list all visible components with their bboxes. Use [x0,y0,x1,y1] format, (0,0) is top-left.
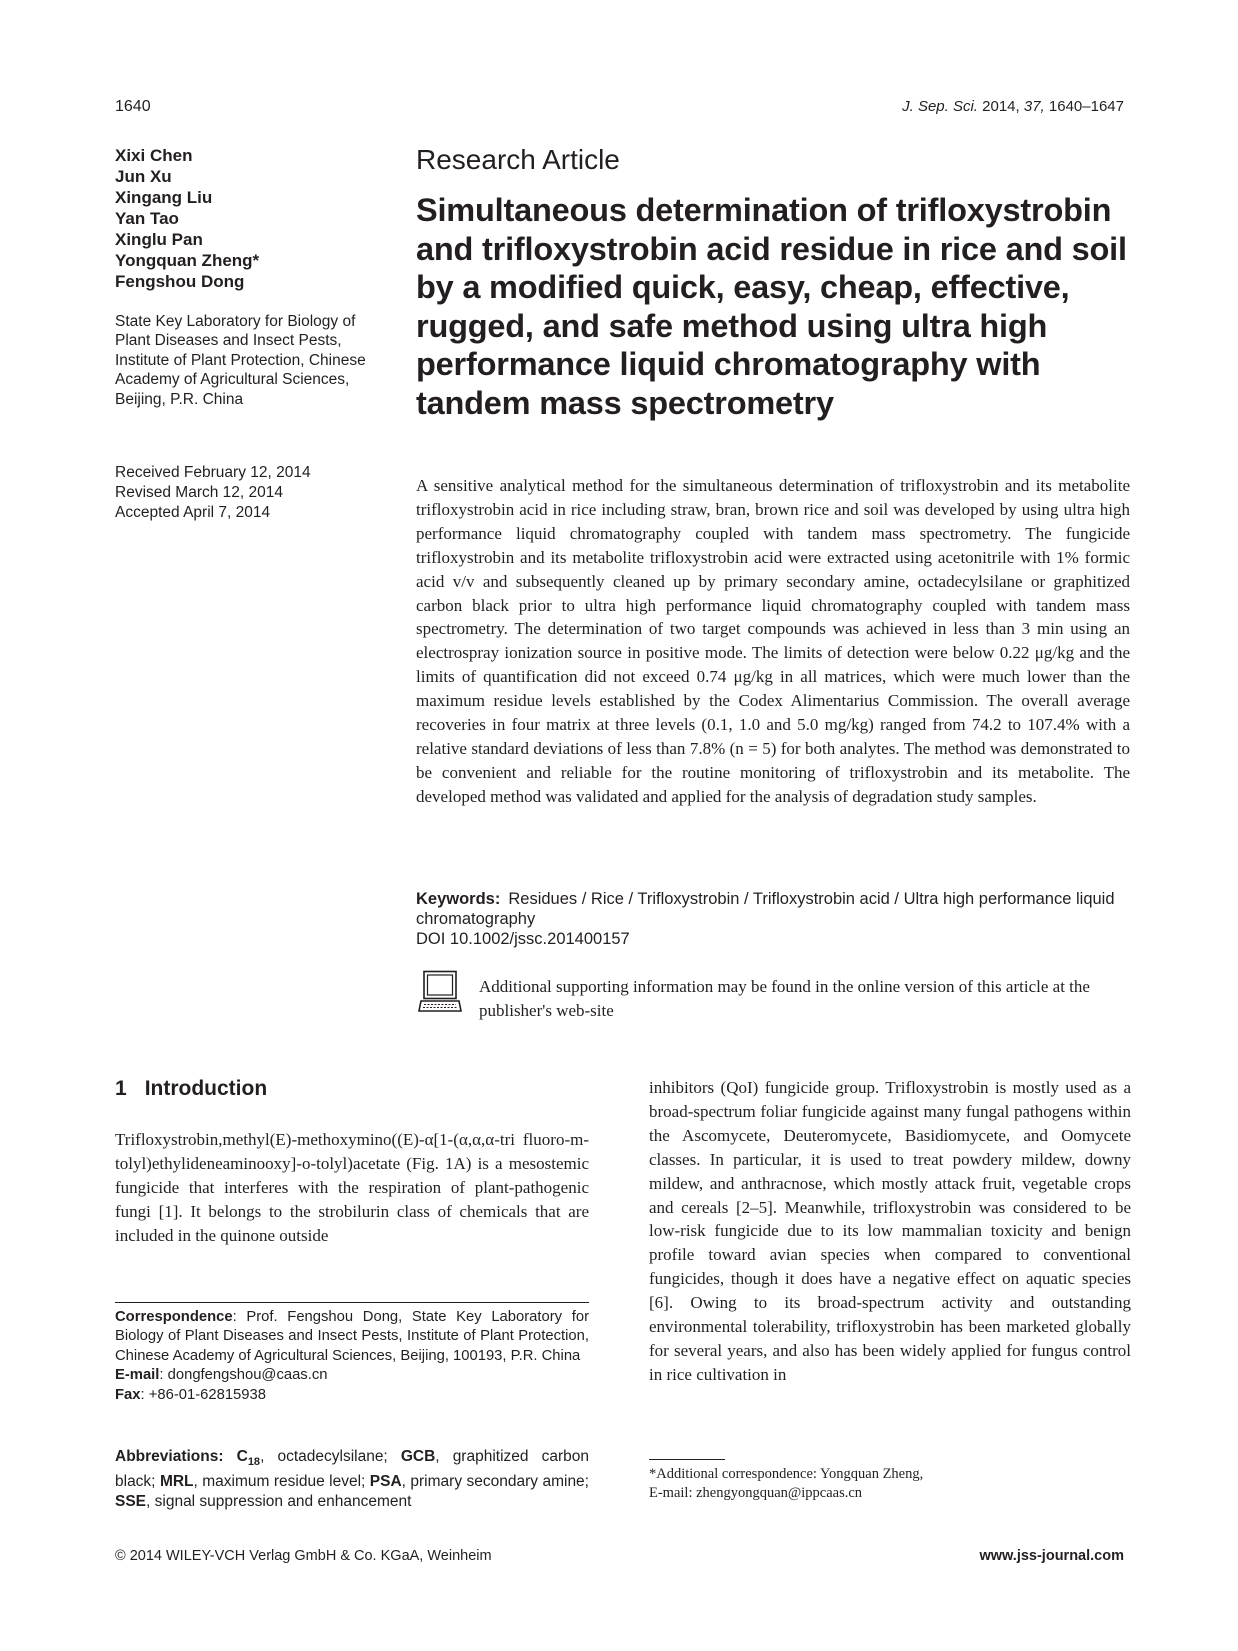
correspondence-label: Correspondence [115,1309,233,1325]
author: Yongquan Zheng* [115,251,260,270]
article-title: Simultaneous determination of trifloxystrobin and trifloxystrobin acid residue in rice and soil by a modified quick, easy, cheap, effective, rugged, and safe method using ultra high performance liquid chromatography with tandem mass spectrometry [416,192,1127,421]
author: Xixi Chen [115,146,193,165]
correspondence-note [115,1308,589,1405]
received-date: Received February 12, 2014 [115,464,311,481]
article-type: Research Article [416,144,620,175]
divider [115,1302,589,1303]
intro-paragraph-col1: Trifloxystrobin,methyl(E)-methoxymino((E)-α[1-(α,α,α-tri fluoro-m-tolyl)ethylideneaminooxy]-o-tolyl)acetate (Fig. 1A) is a mesostemic fungicide that interferes with the respiration of plant-pathogenic fungi [1]. It belongs to the strobilurin class of chemicals that are included in the quinone outside [115,1130,589,1245]
correspondence-text: : Prof. Fengshou Dong, State Key Laboratory for Biology of Plant Diseases and Insect Pests, Institute of Plant Protection, Chinese Academy of Agricultural Sciences, Beijing, 100193, P.R. China [115,1309,589,1364]
journal-pages: 1640–1647 [1048,98,1124,115]
section-number: 1 [115,1077,127,1100]
abbr-psa: PSA [369,1473,402,1491]
copyright: © 2014 WILEY-VCH Verlag GmbH & Co. KGaA, Weinheim [115,1548,492,1564]
keywords [416,889,1130,929]
journal-reference [902,98,1124,115]
journal-year: 2014, [982,98,1020,115]
author: Xingang Liu [115,188,213,207]
abbr-sse-def: , signal suppression and enhancement [146,1493,412,1511]
article-dates [115,463,385,523]
abstract: A sensitive analytical method for the simultaneous determination of trifloxystrobin and its metabolite trifloxystrobin acid in rice including straw, bran, brown rice and soil was developed by using ultra high performance liquid chromatography coupled with tandem mass spectrometry. The fungicide trifloxystrobin and its metabolite trifloxystrobin acid were extracted using acetonitrile with 1% formic acid v/v and subsequently cleaned up by primary secondary amine, octadecylsilane or graphitized carbon black prior to ultra high performance liquid chromatography coupled with tandem mass spectrometry. The determination of two target compounds was achieved in less than 3 min using an electrospray ionization source in positive mode. The limits of detection were below 0.22 μg/kg and the limits of quantification did not exceed 0.74 μg/kg in all matrices, which were much lower than the maximum residue levels established by the Codex Alimentarius Commission. The overall average recoveries in four matrix at three levels (0.1, 1.0 and 5.0 mg/kg) ranged from 74.2 to 107.4% with a relative standard deviations of less than 7.8% (n = 5) for both analytes. The method was demonstrated to be convenient and reliable for the routine monitoring of trifloxystrobin and its metabolite. The developed method was validated and applied for the analysis of degradation study samples. [416,476,1130,806]
supporting-info-note: Additional supporting information may be found in the online version of this article at the publisher's web-site [479,977,1090,1020]
abbr-sse: SSE [115,1493,147,1511]
abbreviations-label: Abbreviations: [115,1448,224,1465]
fax-number: : +86-01-62815938 [140,1386,266,1403]
abbr-c18-def: , octadecylsilane; [260,1448,401,1465]
page-number: 1640 [115,98,151,115]
abbr-c18-subscript: 18 [247,1456,261,1469]
fax-label: Fax [115,1386,141,1403]
footnote [649,1465,1131,1503]
author-list [115,145,375,292]
revised-date: Revised March 12, 2014 [115,484,284,501]
abbr-mrl: MRL [159,1473,194,1491]
email-address: : dongfengshou@caas.cn [159,1367,328,1384]
footnote-line: E-mail: zhengyongquan@ippcaas.cn [649,1485,863,1501]
abbr-mrl-def: , maximum residue level; [193,1473,370,1491]
email-label: E-mail [115,1367,160,1384]
section-title: Introduction [144,1077,268,1100]
accepted-date: Accepted April 7, 2014 [115,504,271,521]
computer-icon [418,970,462,1014]
section-heading [115,1077,267,1101]
doi: DOI 10.1002/jssc.201400157 [416,930,630,948]
journal-name: J. Sep. Sci. [902,98,978,115]
abbr-gcb: GCB [400,1448,436,1465]
abbr-psa-def: , primary secondary amine; [401,1473,589,1491]
author: Xinglu Pan [115,230,203,249]
abbr-gcb-def: , graphitized carbon black; [115,1448,589,1491]
affiliation: State Key Laboratory for Biology of Plant Diseases and Insect Pests, Institute of Plant Protection, Chinese Academy of Agricultural Sciences, Beijing, P.R. China [115,313,366,408]
abbreviations-note [115,1447,589,1512]
intro-paragraph-col2: inhibitors (QoI) fungicide group. Trifloxystrobin is mostly used as a broad-spectrum foliar fungicide against many fungal pathogens within the Ascomycete, Deuteromycete, Basidiomycete, and Oomycete classes. In particular, it is used to treat powdery mildew, downy mildew, and anthracnose, which mostly attack fruit, vegetable crops and cereals [2–5]. Meanwhile, trifloxystrobin was considered to be low-risk fungicide due to its low mammalian toxicity and benign profile toward avian species when compared to conventional fungicides, though it does have a negative effect on aquatic species [6]. Owing to its broad-spectrum activity and outstanding environmental tolerability, trifloxystrobin has been marketed globally for several years, and also has been widely applied for fungus control in rice cultivation in [649,1078,1131,1384]
keywords-label: Keywords: [416,890,501,908]
keywords-text: Residues / Rice / Trifloxystrobin / Trifloxystrobin acid / Ultra high performance liquid chromatography [416,890,1115,928]
footnote-line: *Additional correspondence: Yongquan Zheng, [649,1466,924,1482]
journal-volume: 37, [1023,98,1045,115]
author: Jun Xu [115,167,172,186]
footnote-divider [649,1459,725,1460]
author: Fengshou Dong [115,272,245,291]
abbr-c18: C [236,1448,248,1465]
journal-website[interactable]: www.jss-journal.com [979,1548,1124,1564]
author: Yan Tao [115,209,179,228]
